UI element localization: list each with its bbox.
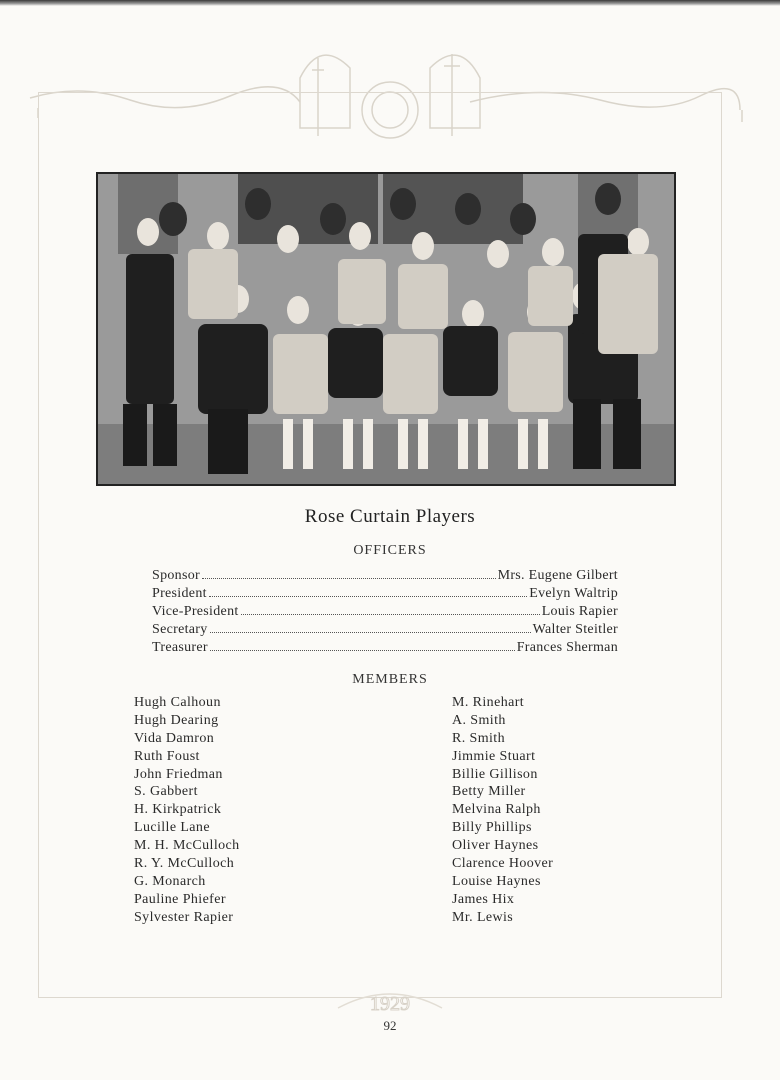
member-name: John Friedman xyxy=(134,766,223,782)
officer-name: Evelyn Waltrip xyxy=(529,586,618,601)
member-name: Betty Miller xyxy=(452,784,526,800)
officer-name: Walter Steitler xyxy=(532,622,618,637)
officer-row xyxy=(152,640,618,658)
dot-leader xyxy=(210,650,515,651)
member-name: M. Rinehart xyxy=(452,695,525,710)
dot-leader xyxy=(209,596,527,597)
member-name: Oliver Haynes xyxy=(452,838,539,854)
member-name: Melvina Ralph xyxy=(452,802,541,818)
dot-leader xyxy=(210,632,531,633)
member-name: Hugh Calhoun xyxy=(134,695,221,710)
officer-row xyxy=(152,604,618,622)
member-name: Ruth Foust xyxy=(134,748,200,764)
member-name: James Hix xyxy=(452,891,515,907)
officer-row xyxy=(152,586,618,604)
officer-role: Sponsor xyxy=(152,568,200,583)
officer-role: Secretary xyxy=(152,622,208,637)
members-list-right xyxy=(452,695,553,928)
year-watermark xyxy=(330,978,450,1022)
member-name: M. H. McCulloch xyxy=(134,838,240,854)
officer-role: Treasurer xyxy=(152,640,208,655)
officers-title: OFFICERS xyxy=(353,543,427,558)
officer-role: President xyxy=(152,586,207,601)
member-name: Vida Damron xyxy=(134,730,215,746)
officer-name: Frances Sherman xyxy=(516,640,618,655)
dot-leader xyxy=(241,614,540,615)
member-name: Louise Haynes xyxy=(452,873,541,889)
member-name: Jimmie Stuart xyxy=(452,748,536,764)
dot-leader xyxy=(202,578,496,579)
officer-row xyxy=(152,568,618,586)
member-name: Hugh Dearing xyxy=(134,712,219,728)
officer-row xyxy=(152,622,618,640)
year-watermark-text: 1929 xyxy=(370,993,410,1015)
page-number: 92 xyxy=(383,1018,397,1033)
member-name: H. Kirkpatrick xyxy=(134,802,222,818)
member-name: S. Gabbert xyxy=(134,784,198,800)
group-photo-image xyxy=(98,174,674,484)
member-name: Clarence Hoover xyxy=(452,856,554,872)
group-photo xyxy=(96,172,676,486)
member-name: Sylvester Rapier xyxy=(134,909,234,925)
member-name: Billy Phillips xyxy=(452,820,532,836)
member-name: G. Monarch xyxy=(134,873,206,889)
members-list-left xyxy=(134,695,240,928)
member-name: Mr. Lewis xyxy=(452,909,514,925)
officer-name: Louis Rapier xyxy=(541,604,618,619)
member-name: Pauline Phiefer xyxy=(134,891,226,907)
member-name: A. Smith xyxy=(452,712,506,728)
officer-name: Mrs. Eugene Gilbert xyxy=(497,568,618,583)
member-name: Billie Gillison xyxy=(452,766,538,782)
officers-list xyxy=(152,568,618,658)
member-name: Lucille Lane xyxy=(134,820,210,836)
member-name: R. Smith xyxy=(452,730,505,746)
page-edge xyxy=(0,0,780,6)
officer-role: Vice-President xyxy=(152,604,239,619)
members-title: MEMBERS xyxy=(352,672,428,687)
member-name: R. Y. McCulloch xyxy=(134,856,235,872)
page-title: Rose Curtain Players xyxy=(304,506,476,527)
